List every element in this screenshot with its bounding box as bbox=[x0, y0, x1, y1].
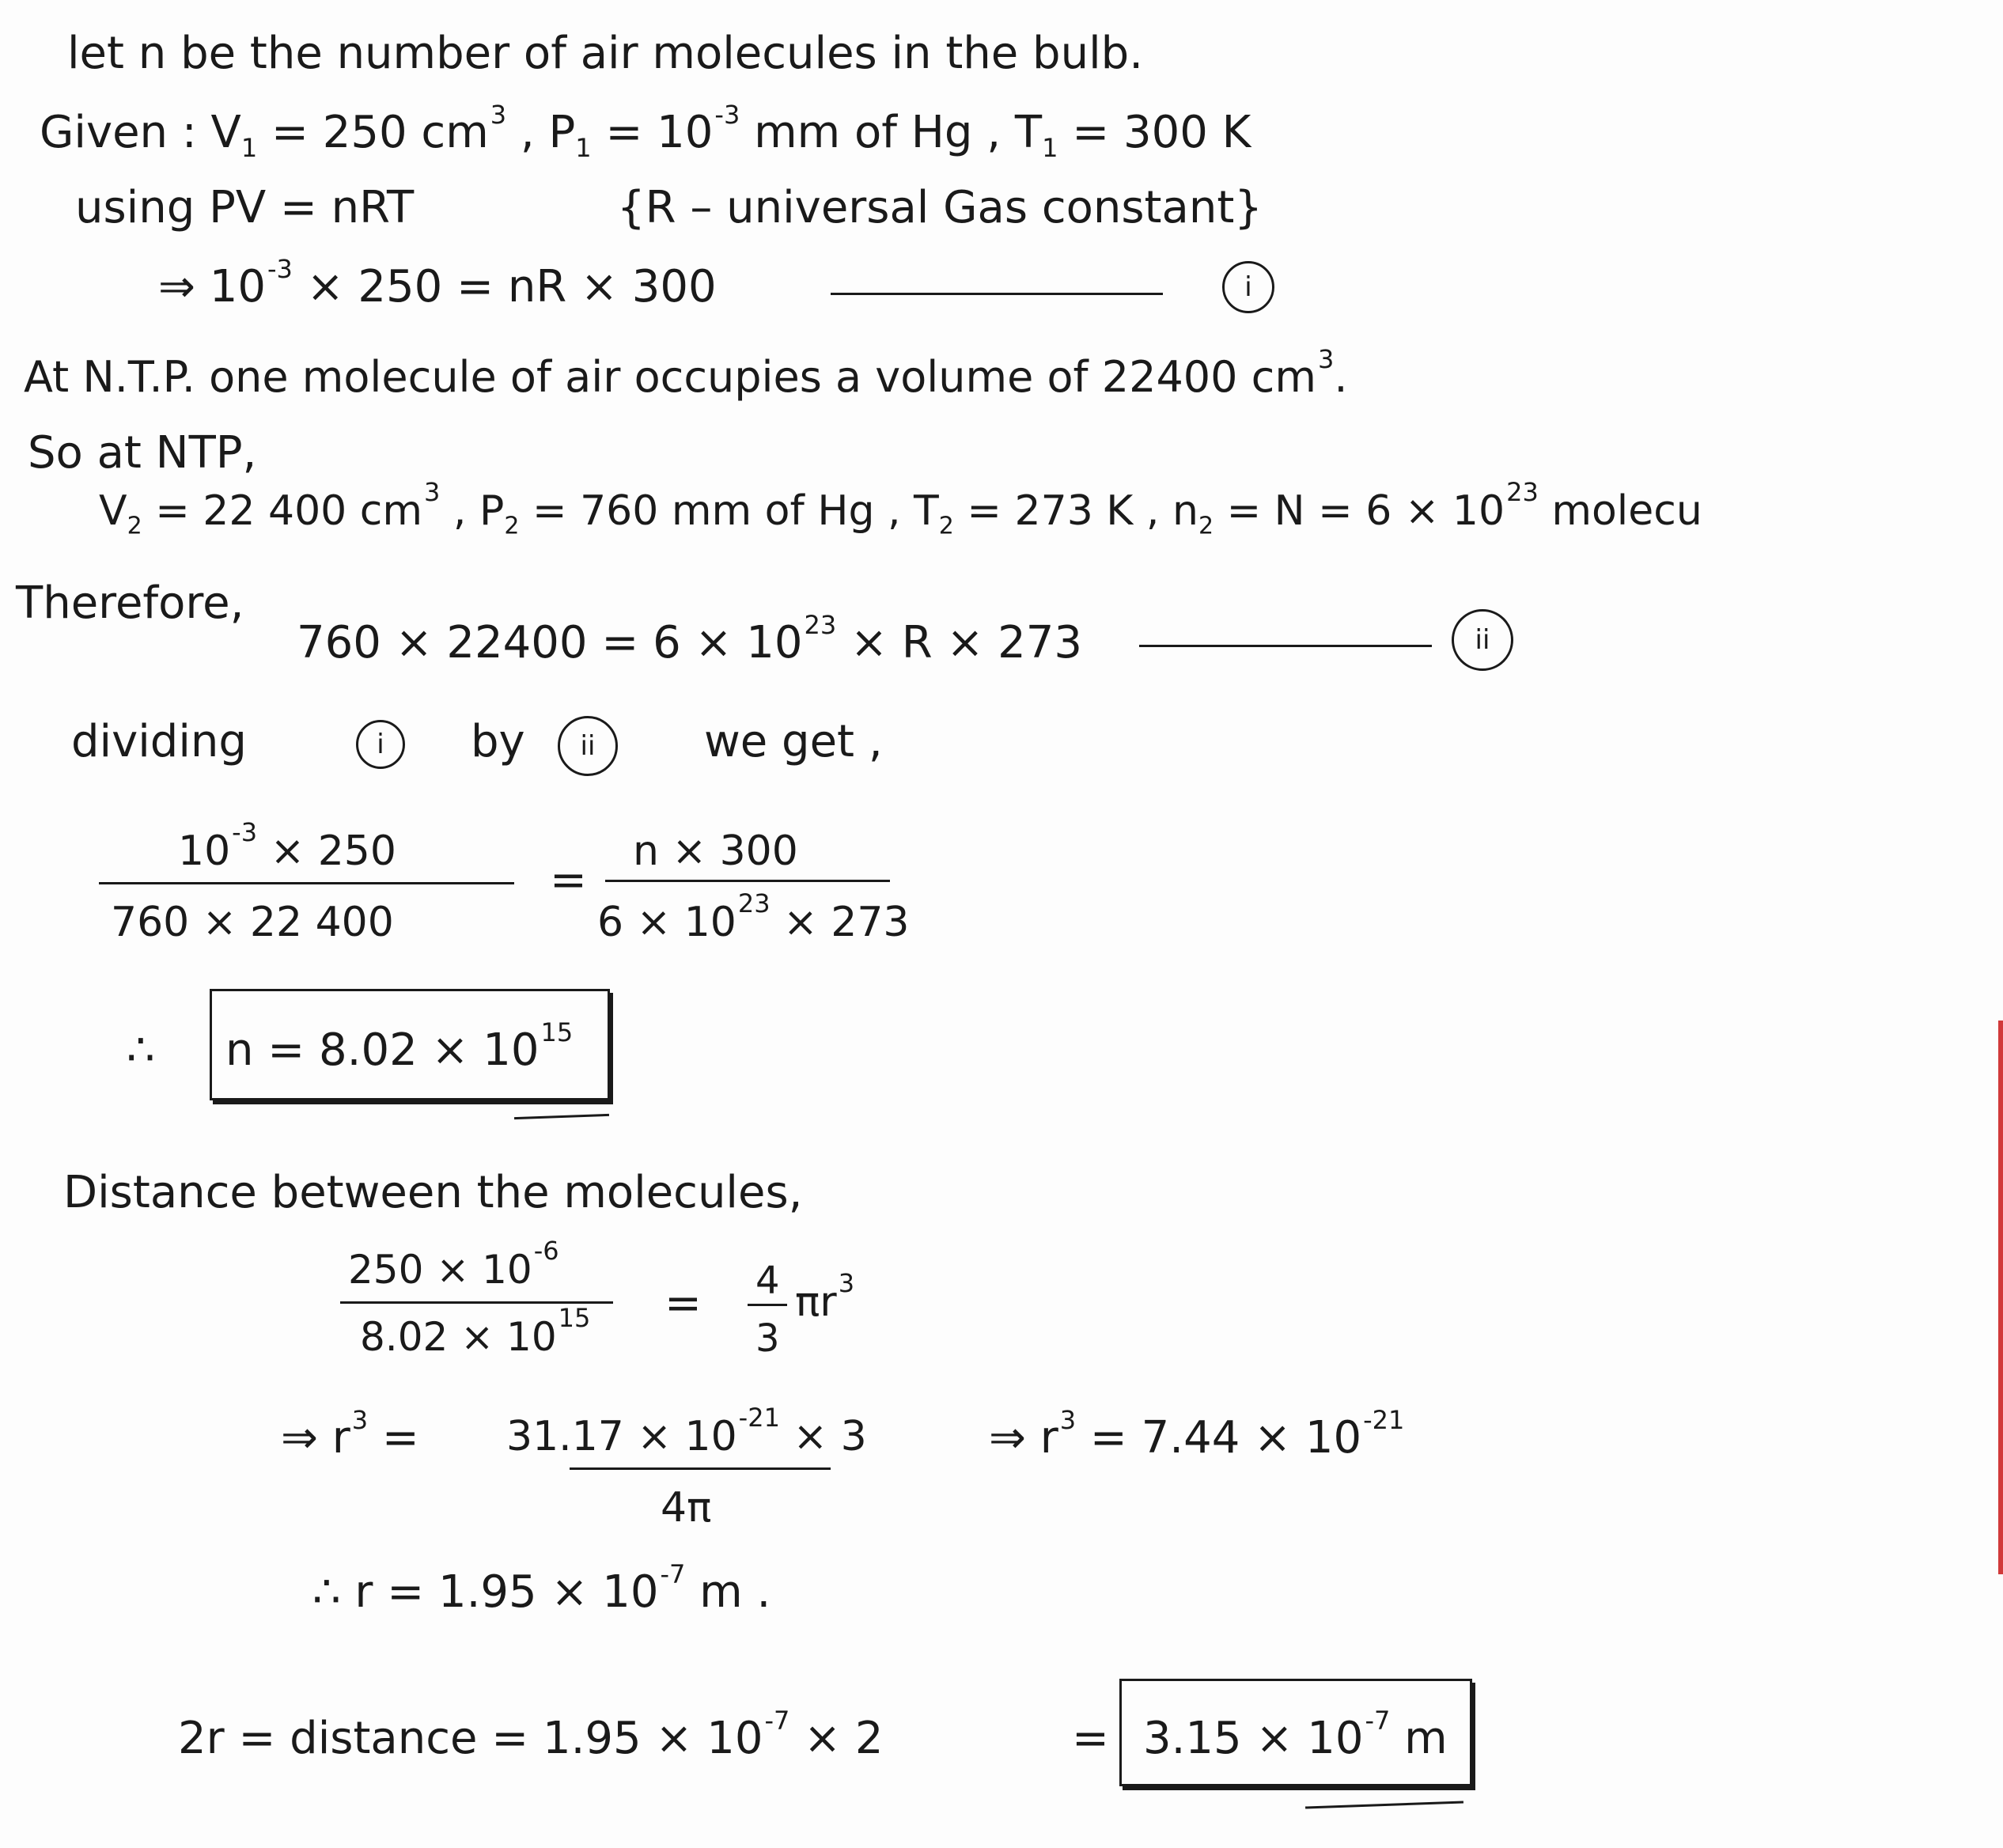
ntp-values-line bbox=[99, 477, 1702, 540]
fraction-2-numerator bbox=[633, 827, 798, 875]
frac4-num-text: 4 bbox=[755, 1259, 780, 1303]
v2-exp: 3 bbox=[424, 477, 441, 507]
given-p-sub: 1 bbox=[575, 133, 592, 164]
equation-ii bbox=[297, 610, 1083, 668]
fraction-2-denominator bbox=[597, 888, 910, 946]
t2-sub: 2 bbox=[938, 512, 954, 540]
dividing-tag-ii bbox=[558, 716, 618, 776]
fraction-1-bar bbox=[99, 882, 514, 884]
pi-r-cubed bbox=[795, 1268, 855, 1326]
answer-distance-value: 3.15 × 10 bbox=[1143, 1713, 1364, 1764]
given-p-value: = 10 bbox=[591, 107, 714, 158]
distance-heading bbox=[63, 1167, 803, 1218]
gas-law-text: using PV = nRT bbox=[75, 182, 415, 233]
pi-r-exp: 3 bbox=[838, 1268, 855, 1298]
distance-heading-text: Distance between the molecules, bbox=[63, 1167, 803, 1218]
frac3-num-exp: -6 bbox=[533, 1236, 559, 1266]
eq-ii-part-c: × R × 273 bbox=[836, 617, 1083, 668]
fraction-1-numerator bbox=[178, 817, 396, 875]
frac5-num-c: × 3 bbox=[779, 1413, 867, 1460]
given-v-exp: 3 bbox=[490, 100, 507, 130]
r-cubed-lhs-a: ⇒ r bbox=[281, 1412, 350, 1464]
we-get-text: we get , bbox=[704, 716, 883, 767]
distance-line-times: × 2 bbox=[789, 1713, 884, 1764]
by-word bbox=[471, 716, 525, 767]
r-constant-note: {R – universal Gas constant} bbox=[617, 182, 1263, 233]
n2-exp: 23 bbox=[1506, 477, 1539, 507]
fraction-5-bar bbox=[570, 1467, 831, 1470]
distance-line bbox=[178, 1706, 884, 1764]
p2-label: , P bbox=[440, 487, 505, 535]
so-at-ntp-text: So at NTP, bbox=[28, 427, 257, 479]
fraction-4-denominator bbox=[755, 1316, 780, 1361]
answer-distance bbox=[1143, 1706, 1448, 1764]
therefore-symbol-1 bbox=[127, 1024, 155, 1076]
answer-distance-unit: m bbox=[1390, 1713, 1448, 1764]
frac1-num-exp: -3 bbox=[232, 817, 258, 847]
given-v-label: Given : V bbox=[40, 107, 241, 158]
given-v-sub: 1 bbox=[240, 133, 258, 164]
distance-line-exp: -7 bbox=[764, 1706, 790, 1736]
equation-i bbox=[158, 254, 717, 312]
fraction-1-denominator bbox=[111, 899, 394, 946]
intro-text: let n be the number of air molecules in the bulb. bbox=[67, 28, 1143, 79]
dividing-tag-ii-text: ii bbox=[580, 730, 596, 762]
pi-r-text: πr bbox=[795, 1278, 837, 1326]
r-cubed-result-value: = 7.44 × 10 bbox=[1076, 1412, 1362, 1464]
v2-value: = 22 400 cm bbox=[142, 487, 423, 535]
dividing-word bbox=[71, 716, 247, 767]
dividing-tag-i bbox=[356, 720, 405, 769]
frac1-num-c: × 250 bbox=[257, 827, 396, 875]
ntp-statement bbox=[24, 344, 1348, 402]
intro-line bbox=[67, 28, 1143, 79]
answer-distance-exp: -7 bbox=[1365, 1706, 1391, 1736]
v2-label: V bbox=[99, 487, 127, 535]
given-line bbox=[40, 100, 1251, 164]
answer-n bbox=[225, 1017, 574, 1076]
v2-sub: 2 bbox=[127, 512, 142, 540]
eq-i-tag-text: i bbox=[1244, 271, 1252, 303]
r-cubed-result-a: ⇒ r bbox=[989, 1412, 1058, 1464]
eq-ii-tag-text: ii bbox=[1475, 624, 1490, 656]
fraction-5-numerator bbox=[506, 1403, 867, 1460]
given-t-value: = 300 K bbox=[1058, 107, 1251, 158]
we-get bbox=[704, 716, 883, 767]
frac3-num-a: 250 × 10 bbox=[348, 1247, 532, 1293]
given-t-sub: 1 bbox=[1042, 133, 1058, 164]
p2-value: = 760 mm of Hg , T bbox=[519, 487, 939, 535]
n2-value: = N = 6 × 10 bbox=[1214, 487, 1505, 535]
r-value-line bbox=[312, 1559, 771, 1618]
n2-sub: 2 bbox=[1198, 512, 1214, 540]
r-value-exp: -7 bbox=[660, 1559, 686, 1589]
r-cubed-result-value-exp: -21 bbox=[1363, 1405, 1405, 1435]
fraction-5-denominator bbox=[661, 1484, 712, 1532]
ntp-statement-text: At N.T.P. one molecule of air occupies a volume of 22400 cm bbox=[24, 352, 1316, 402]
equals-sign-1 bbox=[550, 854, 587, 906]
equals-sign-2 bbox=[665, 1278, 702, 1329]
using-line bbox=[75, 182, 415, 233]
so-at-ntp bbox=[28, 427, 257, 479]
r-cubed-result bbox=[989, 1405, 1405, 1464]
dividing-text: dividing bbox=[71, 716, 247, 767]
r-value-unit: m . bbox=[685, 1566, 771, 1618]
therefore-1-text: ∴ bbox=[127, 1024, 155, 1076]
r-note-line bbox=[617, 182, 1263, 233]
frac2-den-exp: 23 bbox=[737, 888, 771, 918]
distance-line-text: 2r = distance = 1.95 × 10 bbox=[178, 1713, 763, 1764]
ntp-statement-end: . bbox=[1334, 352, 1348, 402]
fraction-3-numerator bbox=[348, 1236, 559, 1293]
given-p-unit: mm of Hg , T bbox=[740, 107, 1043, 158]
r-value-text: ∴ r = 1.95 × 10 bbox=[312, 1566, 659, 1618]
eq3-text: = bbox=[1072, 1713, 1109, 1764]
therefore-text: Therefore, bbox=[16, 578, 244, 629]
ntp-statement-exp: 3 bbox=[1317, 344, 1335, 374]
answer-n-exp: 15 bbox=[540, 1017, 574, 1047]
equals-sign-3 bbox=[1072, 1713, 1109, 1764]
frac3-den-a: 8.02 × 10 bbox=[360, 1314, 557, 1360]
frac5-num-exp: -21 bbox=[738, 1403, 780, 1433]
answer-n-text: n = 8.02 × 10 bbox=[225, 1024, 540, 1076]
given-p-label: , P bbox=[506, 107, 576, 158]
fraction-4-bar bbox=[748, 1304, 787, 1306]
frac2-den-a: 6 × 10 bbox=[597, 899, 736, 946]
fraction-3-denominator bbox=[360, 1303, 591, 1360]
r-cubed-lhs bbox=[281, 1405, 419, 1464]
r-cubed-lhs-eq: = bbox=[368, 1412, 419, 1464]
eq-ii-part-a: 760 × 22400 = 6 × 10 bbox=[297, 617, 803, 668]
eq1-text: = bbox=[550, 854, 587, 906]
frac4-den-text: 3 bbox=[755, 1316, 780, 1361]
eq-ii-exp: 23 bbox=[804, 610, 837, 640]
dividing-tag-i-text: i bbox=[377, 729, 384, 760]
frac5-den-text: 4π bbox=[661, 1484, 712, 1532]
t2-value: = 273 K , n bbox=[953, 487, 1198, 535]
r-cubed-lhs-exp: 3 bbox=[351, 1405, 369, 1435]
therefore-line bbox=[16, 578, 244, 629]
eq-i-tag bbox=[1222, 261, 1274, 313]
frac5-num-a: 31.17 × 10 bbox=[506, 1413, 737, 1460]
eq2-text: = bbox=[665, 1278, 702, 1329]
eq-i-part-c: × 250 = nR × 300 bbox=[292, 261, 717, 312]
eq-i-part-a: ⇒ 10 bbox=[158, 261, 266, 312]
given-p-exp: -3 bbox=[714, 100, 740, 130]
eq-i-leader-line bbox=[831, 293, 1163, 295]
given-v-value: = 250 cm bbox=[257, 107, 489, 158]
answer-distance-underline bbox=[1305, 1801, 1463, 1809]
frac2-den-c: × 273 bbox=[770, 899, 910, 946]
n2-unit-cut: molecu bbox=[1538, 487, 1702, 535]
eq-ii-tag bbox=[1452, 609, 1513, 671]
fraction-4-numerator bbox=[755, 1259, 780, 1303]
answer-n-underline bbox=[514, 1114, 609, 1119]
frac2-num-text: n × 300 bbox=[633, 827, 798, 875]
p2-sub: 2 bbox=[504, 512, 520, 540]
r-cubed-result-exp: 3 bbox=[1059, 1405, 1077, 1435]
by-text: by bbox=[471, 716, 525, 767]
frac1-den-text: 760 × 22 400 bbox=[111, 899, 394, 946]
eq-i-exp: -3 bbox=[267, 254, 293, 284]
eq-ii-leader-line bbox=[1139, 645, 1432, 647]
frac1-num-a: 10 bbox=[178, 827, 231, 875]
frac3-den-exp: 15 bbox=[558, 1303, 591, 1333]
fraction-2-bar bbox=[605, 880, 890, 882]
page-edge-mark bbox=[1998, 1021, 2003, 1574]
